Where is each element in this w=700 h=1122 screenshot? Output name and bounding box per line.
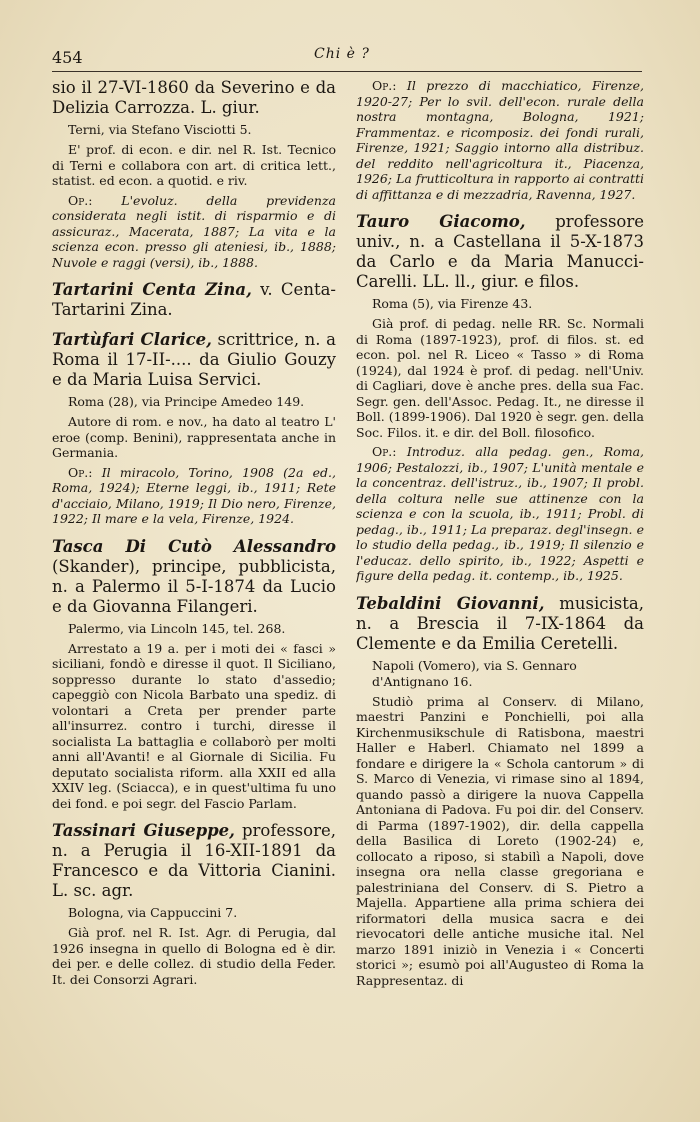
entry-name: Tasca Di Cutò Alessandro: [52, 536, 336, 556]
header-rule: [52, 71, 642, 72]
works-list: L'evoluz. della previdenza considerata negli istit. di risparmio e di assicuraz., Macerata, 1887; La vita e la scienza econ. presso gli ateniesi, ib., 1888; Nuvole e raggi (versi), ib., 1888.: [52, 192, 336, 270]
entry-body: Già prof. nel R. Ist. Agr. di Perugia, dal 1926 insegna in quello di Bologna ed è dir. dei per. e delle collez. di studio della Feder. It. dei Consorzi Agrari.: [52, 925, 336, 987]
left-column: [52, 78, 336, 1113]
entry-continuation: [52, 78, 336, 270]
works-label: Op.:: [68, 464, 93, 480]
entry-address: Palermo, via Lincoln 145, tel. 268.: [68, 620, 286, 636]
entry-body: Studiò prima al Conserv. di Milano, maestri Panzini e Ponchielli, poi alla Kirchenmusikschule di Ratisbona, maestri Haller e Haberl. Chiamato nel 1899 a fondare e dirigere la « Schola cantorum » di S. Marco di Venezia, vi rimase sino al 1894, quando passò a dirigere la nuova Cappella Antoniana di Padova. Fu poi dir. del Conserv. di Parma (1897-1902), dir. della cappella della Basilica di Loreto (1902-24) e, collocato a riposo, si stabilì a Napoli, dove insegna ora nella classe gregoriana e palestriniana del Conserv. di S. Pietro a Majella. Appartiene alla prima schiera dei riformatori della musica sacra e dei rievocatori delle antiche musiche ital. Nel marzo 1891 iniziò in Venezia i « Concerti storici »; esumò poi all'Augusteo di Roma la Rappresentaz. di: [356, 693, 644, 988]
entry-head: [356, 594, 644, 654]
entry-head: [52, 821, 336, 901]
works-list: Il prezzo di macchiatico, Firenze, 1920-27; Per lo svil. dell'econ. rurale della nostra montagna, Bologna, 1921; Frammentaz. e ricomposiz. dei fondi rurali, Firenze, 1921; Saggio intorno alla distribuz. del reddito nell'agricoltura it., Piacenza, 1926; La frutticoltura in rapporto ai contratti di affittanza e di mezzadria, Ravenna, 1927.: [356, 78, 644, 202]
entry-tartufari: [52, 330, 336, 527]
entry-head: sio il 27-VI-1860 da Severino e da Delizia Carrozza. L. giur.: [52, 78, 336, 117]
entry-body: Arrestato a 19 a. per i moti dei « fasci » siciliani, fondò e diresse il quot. Il Siciliano, soppresso durante lo stato d'assedio; capeggiò con Nicola Barbato una spediz. di volontari a Creta per prender parte all'insurrez. contro i turchi, diresse il socialista La battaglia e collaborò per molti anni all'Avanti! e al Giornale di Sicilia. Fu deputato socialista riform. alla XXII ed alla XXIV leg. (Sciacca), e in quest'ultima fu uno dei fond. e poi segr. del Fascio Parlam.: [52, 640, 336, 811]
entry-tebaldini: [356, 594, 644, 989]
entry-head: [356, 212, 644, 292]
entry-intro: v. Centa-Tartarini Zina.: [52, 280, 336, 319]
entry-name: Tartùfari Clarice,: [52, 330, 212, 349]
entry-tassinari: [52, 821, 336, 987]
works-label: Op.:: [68, 192, 93, 208]
entry-continuation: [356, 78, 644, 202]
running-title: Chi è ?: [314, 46, 370, 62]
entry-address: Terni, via Stefano Visciotti 5.: [68, 122, 252, 137]
entry-name: Tebaldini Giovanni,: [356, 593, 545, 613]
entry-works: [52, 465, 336, 527]
entry-head: [52, 537, 336, 617]
works-list: Introduz. alla pedag. gen., Roma, 1906; Pestalozzi, ib., 1907; L'unità mentale e la concentraz. dell'istruz., ib., 1907; Il probl. della coltura nelle sue attinenze con la scienza e con la scuola, ib., 1911; Probl. di pedag., ib., 1911; La preparaz. degl'insegn. e lo studio della pedag., ib., 1919; Il silenzio e l'educaz. dello spirito, ib., 1922; Aspetti e figure della pedag. it. contemp., ib., 1925.: [356, 444, 644, 583]
works-label: Op.:: [372, 78, 397, 93]
entry-works: [356, 78, 644, 202]
entry-works: [52, 193, 336, 271]
entry-address: Napoli (Vomero), via S. Gennaro d'Antignano 16.: [372, 657, 577, 689]
entry-name: Tassinari Giuseppe,: [52, 821, 235, 840]
entry-head: [52, 330, 336, 390]
entry-intro: scrittrice, n. a Roma il 17-II-.... da Giulio Gouzy e da Maria Luisa Servici.: [52, 330, 336, 389]
entry-body: E' prof. di econ. e dir. nel R. Ist. Tecnico di Terni e collabora con art. di critica lett., statist. ed econ. a quotid. e riv.: [52, 142, 336, 188]
works-label: Op.:: [372, 444, 397, 459]
entry-tasca: [52, 537, 336, 812]
entry-name: Tartarini Centa Zina,: [52, 280, 252, 299]
entry-body: Autore di rom. e nov., ha dato al teatro L' eroe (comp. Benini), rappresentata anche in Germania.: [52, 414, 336, 460]
entry-intro: (Skander), principe, pubblicista, n. a Palermo il 5-I-1874 da Lucio e da Giovanna Filangeri.: [52, 556, 336, 616]
entry-head: [52, 280, 336, 320]
page-number: 454: [52, 48, 83, 67]
entry-body: Già prof. di pedag. nelle RR. Sc. Normali di Roma (1897-1923), prof. di filos. st. ed econ. pol. nel R. Liceo « Tasso » di Roma (1924), dal 1924 è prof. di pedag. nell'Univ. di Cagliari, dove è anche pres. della sua Fac. Segr. gen. dell'Assoc. Pedag. It., ne diresse il Boll. (1899-1906). Dal 1920 è segr. gen. della Soc. Filos. it. e dir. del Boll. filosofico.: [356, 316, 644, 440]
entry-address: Roma (28), via Principe Amedeo 149.: [68, 394, 305, 409]
entry-intro: professore univ., n. a Castellana il 5-X-1873 da Carlo e da Maria Manucci-Carelli. LL. ll., giur. e filos.: [356, 212, 644, 291]
entry-intro: musicista, n. a Brescia il 7-IX-1864 da Clemente e da Emilia Ceretelli.: [356, 593, 644, 653]
entry-tartarini: [52, 280, 336, 320]
entry-address: Roma (5), via Firenze 43.: [372, 296, 533, 311]
entry-intro: professore, n. a Perugia il 16-XII-1891 da Francesco e da Vittoria Cianini. L. sc. agr.: [52, 821, 336, 900]
right-column: [356, 78, 644, 1113]
entry-address: Bologna, via Cappuccini 7.: [68, 905, 238, 920]
entry-works: [356, 444, 644, 584]
works-list: Il miracolo, Torino, 1908 (2a ed., Roma, 1924); Eterne leggi, ib., 1911; Rete d'acciaio, Milano, 1919; Il Dio nero, Firenze, 1922; Il mare e la vela, Firenze, 1924.: [52, 464, 336, 526]
entry-name: Tauro Giacomo,: [356, 212, 526, 231]
entry-tauro: [356, 212, 644, 584]
page-header: [52, 44, 642, 68]
